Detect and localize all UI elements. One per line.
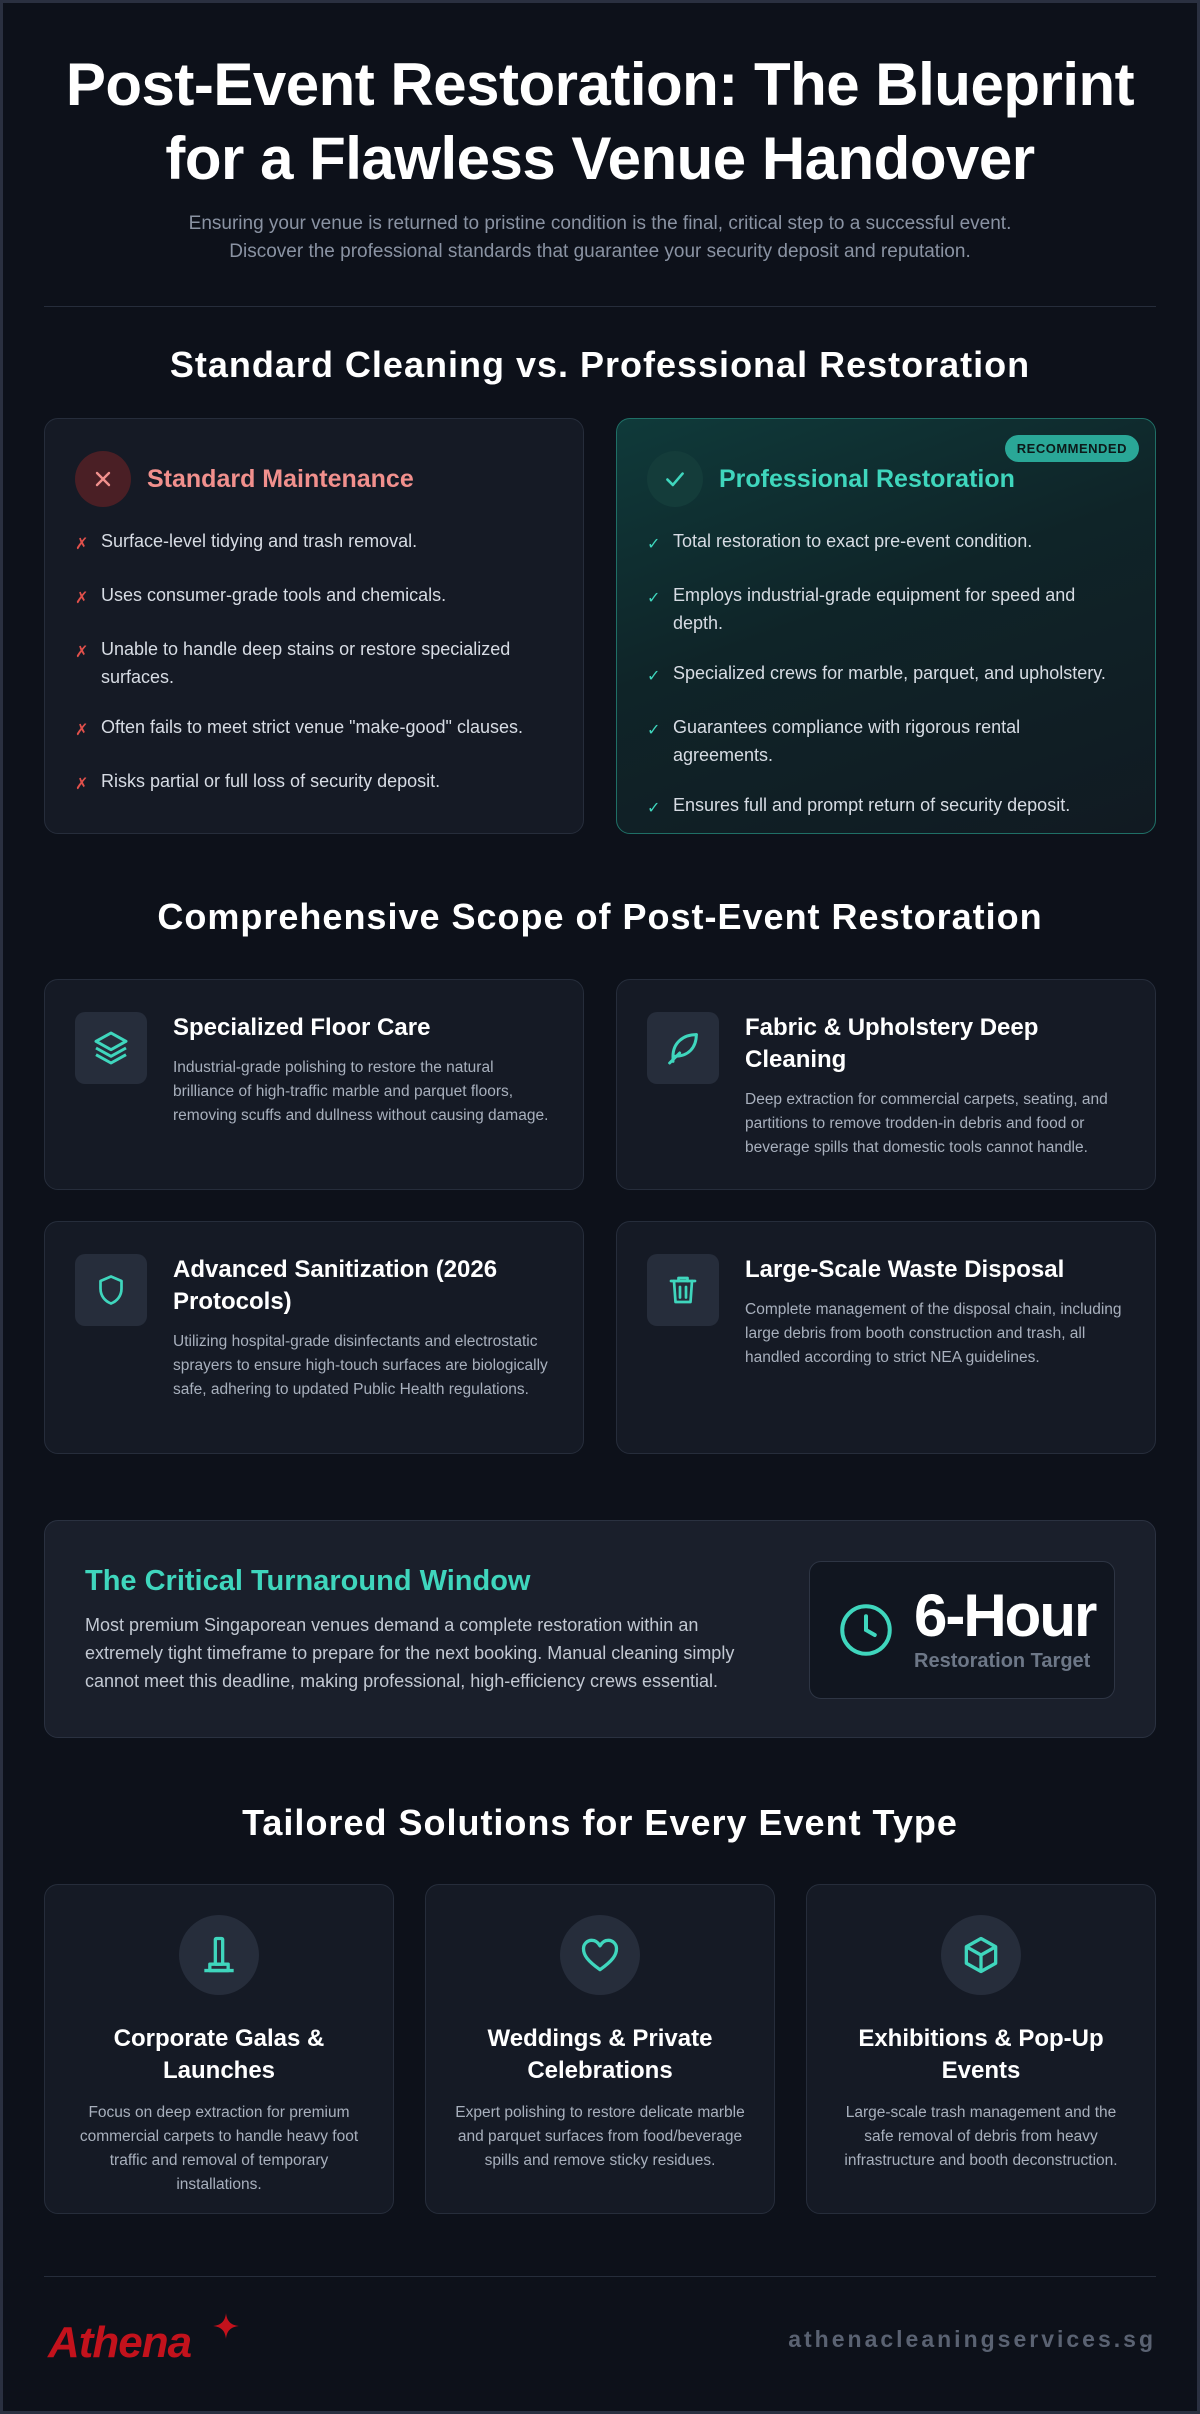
stat-value: 6-Hour xyxy=(914,1582,1096,1649)
check-mark-icon: ✓ xyxy=(647,800,661,817)
page-subtitle xyxy=(0,210,1200,266)
list-item: ✗ Unable to handle deep stains or restore specialized surfaces. xyxy=(75,635,553,691)
events-section-title: Tailored Solutions for Every Event Type xyxy=(242,1802,958,1843)
scope-card-text: Industrial-grade polishing to restore the natural brilliance of high-traffic marble and parquet floors, removing scuffs and dullness without causing damage. xyxy=(173,1059,549,1124)
cross-mark-icon: ✗ xyxy=(75,722,89,739)
scope-card-title: Specialized Floor Care xyxy=(173,1014,431,1041)
scope-card-text: Complete management of the disposal chain, including large debris from booth construction and trash, all handled according to strict NEA guidelines. xyxy=(745,1301,1122,1366)
restoration-target-stat xyxy=(809,1561,1115,1699)
standard-maintenance-title: Standard Maintenance xyxy=(147,464,414,493)
scope-card-title: Fabric & Upholstery Deep Cleaning xyxy=(745,1014,1039,1073)
sparkle-icon xyxy=(212,2312,240,2345)
list-item: ✗ Often fails to meet strict venue "make-good" clauses. xyxy=(75,713,553,745)
scope-card-text: Utilizing hospital-grade disinfectants and electrostatic sprayers to ensure high-touch surfaces are biologically safe, adhering to updated Public Health regulations. xyxy=(173,1333,548,1398)
scope-card-upholstery xyxy=(616,979,1156,1190)
layers-icon xyxy=(75,1012,147,1084)
x-icon xyxy=(75,451,131,507)
event-card-text: Large-scale trash management and the safe removal of debris from heavy infrastructure and booth deconstruction. xyxy=(844,2104,1118,2169)
list-item: ✓ Guarantees compliance with rigorous rental agreements. xyxy=(647,713,1125,769)
event-card-title: Exhibitions & Pop-Up Events xyxy=(858,2025,1104,2084)
stat-label: Restoration Target xyxy=(914,1650,1091,1672)
cross-mark-icon: ✗ xyxy=(75,776,89,793)
podium-icon xyxy=(179,1915,259,1995)
trash-icon xyxy=(647,1254,719,1326)
list-item: ✗ Risks partial or full loss of security deposit. xyxy=(75,767,553,799)
list-item: ✗ Surface-level tidying and trash removal. xyxy=(75,527,553,559)
list-item: ✓ Ensures full and prompt return of security deposit. xyxy=(647,791,1125,823)
recommended-badge: RECOMMENDED xyxy=(1005,435,1139,462)
turnaround-panel xyxy=(44,1520,1156,1738)
scope-card-title: Large-Scale Waste Disposal xyxy=(745,1256,1065,1283)
professional-restoration-card xyxy=(616,418,1156,834)
page-title xyxy=(0,48,1200,196)
cross-mark-icon: ✗ xyxy=(75,536,89,553)
event-card-title: Weddings & Private Celebrations xyxy=(487,2025,713,2084)
footer-divider xyxy=(44,2276,1156,2277)
turnaround-text: Most premium Singaporean venues demand a complete restoration within an extremely tight timeframe to prepare for the next booking. Manual cleaning simply cannot meet this deadline, making professional, high-efficiency crews essential. xyxy=(85,1615,735,1691)
cross-mark-icon: ✗ xyxy=(75,644,89,661)
website-link[interactable]: athenacleaningservices.sg xyxy=(788,2326,1156,2352)
event-card-title: Corporate Galas & Launches xyxy=(113,2025,325,2084)
event-card-exhibitions xyxy=(806,1884,1156,2214)
check-icon xyxy=(647,451,703,507)
scope-card-floor-care xyxy=(44,979,584,1190)
clock-icon xyxy=(836,1600,896,1665)
scope-card-waste-disposal xyxy=(616,1221,1156,1454)
event-card-weddings xyxy=(425,1884,775,2214)
scope-card-title: Advanced Sanitization (2026 Protocols) xyxy=(173,1256,498,1315)
title-line-2: for a Flawless Venue Handover xyxy=(165,125,1035,192)
subtitle-line-1: Ensuring your venue is returned to pristine condition is the final, critical step to a successful event. xyxy=(188,213,1012,234)
check-mark-icon: ✓ xyxy=(647,722,661,739)
comparison-section-title: Standard Cleaning vs. Professional Restoration xyxy=(169,344,1031,385)
list-item: ✓ Employs industrial-grade equipment for speed and depth. xyxy=(647,581,1125,637)
check-mark-icon: ✓ xyxy=(647,668,661,685)
title-line-1: Post-Event Restoration: The Blueprint xyxy=(65,51,1135,118)
event-card-text: Expert polishing to restore delicate marble and parquet surfaces from food/beverage spills and remove sticky residues. xyxy=(455,2104,745,2169)
athena-logo: Athena xyxy=(48,2318,192,2367)
event-card-corporate xyxy=(44,1884,394,2214)
box-icon xyxy=(941,1915,1021,1995)
scope-card-text: Deep extraction for commercial carpets, seating, and partitions to remove trodden-in debris and food or beverage spills that domestic tools cannot handle. xyxy=(745,1091,1108,1156)
list-item: ✓ Total restoration to exact pre-event condition. xyxy=(647,527,1125,559)
scope-section-title: Comprehensive Scope of Post-Event Restoration xyxy=(157,896,1043,937)
standard-maintenance-card xyxy=(44,418,584,834)
subtitle-line-2: Discover the professional standards that guarantee your security deposit and reputation. xyxy=(229,241,971,262)
professional-restoration-title: Professional Restoration xyxy=(719,464,1015,493)
list-item: ✗ Uses consumer-grade tools and chemicals. xyxy=(75,581,553,613)
check-mark-icon: ✓ xyxy=(647,536,661,553)
list-item: ✓ Specialized crews for marble, parquet, and upholstery. xyxy=(647,659,1125,691)
check-mark-icon: ✓ xyxy=(647,590,661,607)
turnaround-title: The Critical Turnaround Window xyxy=(85,1565,531,1597)
feather-icon xyxy=(647,1012,719,1084)
heart-icon xyxy=(560,1915,640,1995)
scope-card-sanitization xyxy=(44,1221,584,1454)
professional-restoration-list xyxy=(647,527,1125,823)
event-card-text: Focus on deep extraction for premium commercial carpets to handle heavy foot traffic and removal of temporary installations. xyxy=(79,2104,359,2193)
standard-maintenance-list xyxy=(75,527,553,799)
cross-mark-icon: ✗ xyxy=(75,590,89,607)
shield-icon xyxy=(75,1254,147,1326)
header-divider xyxy=(44,306,1156,307)
